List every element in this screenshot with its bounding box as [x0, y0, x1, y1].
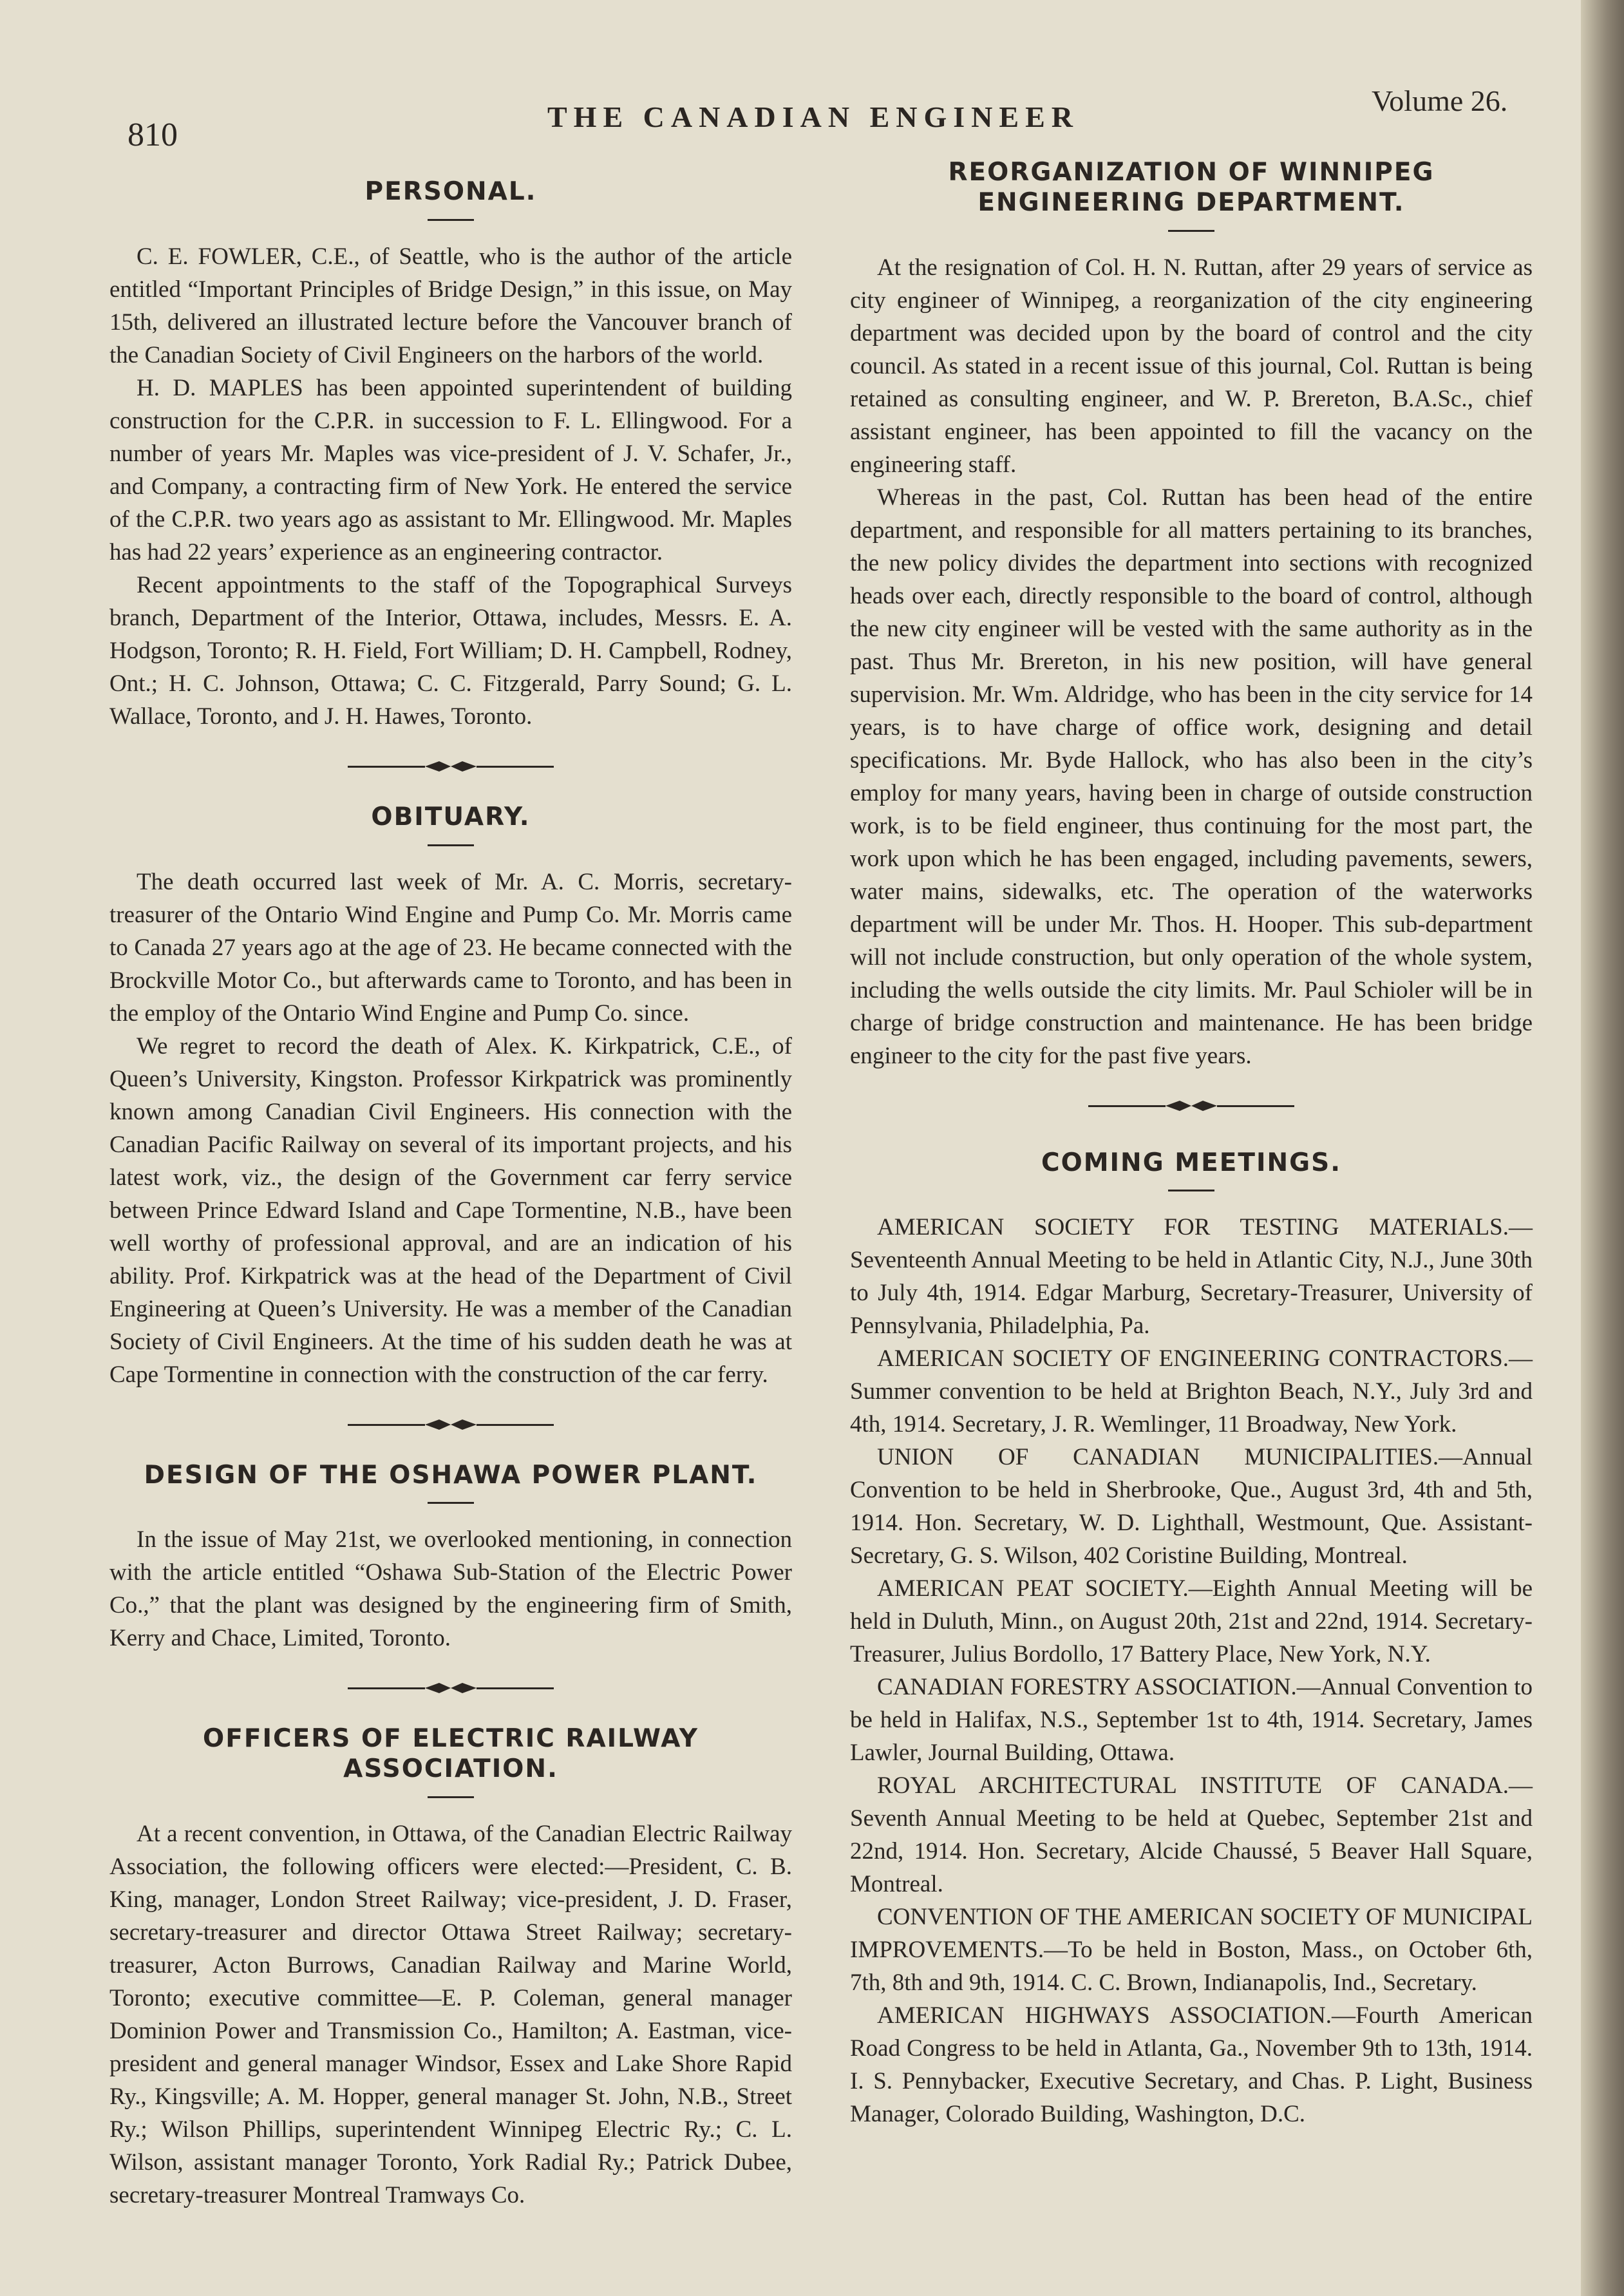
meeting-entry: ROYAL ARCHITECTURAL INSTITUTE OF CANADA.—Seventh Annual Meeting to be held at Quebec, September 21st and 22nd, 1914. Hon. Secretary, Alcide Chaussé, 5 Beaver Hall Square, Montreal. [850, 1772, 1533, 1898]
meeting-entry: AMERICAN SOCIETY FOR TESTING MATERIALS.—Seventeenth Annual Meeting to be held in Atlantic City, N.J., June 30th to July 4th, 1914. Edgar Marburg, Secretary-Treasurer, University of Pennsylvania, Philadelphia, Pa. [850, 1214, 1533, 1340]
section-heading: DESIGN OF THE OSHAWA POWER PLANT. [144, 1460, 758, 1490]
section-heading: REORGANIZATION OF WINNIPEG ENGINEERING DEPARTMENT. [948, 158, 1435, 217]
paragraph: Whereas in the past, Col. Ruttan has been head of the entire department, and responsible for all matters pertaining to its branches, the new policy divides the department into sections with recognized heads over each, directly responsible to the board of control, although the new city engineer will be vested with the same authority as in the past. Thus Mr. Brereton, in his new position, will have general supervision. Mr. Wm. Aldridge, who has been in the city service for 14 years, is to have charge of office work, designing and detail specifications. Mr. Byde Hallock, who has also been in the city’s employ for many years, having been in charge of outside construction work, is to be field engineer, thus continuing for the most part, the work upon which he has been engaged, including pavements, sewers, water mains, sidewalks, etc. The operation of the waterworks department will be under Mr. Thos. H. Hooper. This sub-department will not include construction, but only operation of the whole system, including the wells outside the city limits. Mr. Paul Schioler will be in charge of bridge construction and maintenance. He has been bridge engineer to the city for the past five years. [850, 484, 1533, 1069]
paragraph: In the issue of May 21st, we overlooked mentioning, in connection with the article entitled “Oshawa Sub-Station of the Electric Power Co.,” that the plant was designed by the engineering firm of Smith, Kerry and Chace, Limited, Toronto. [109, 1526, 792, 1652]
page-number: 810 [127, 117, 178, 153]
oshawa-section [109, 1461, 792, 1655]
paragraph: Recent appointments to the staff of the Topographical Surveys branch, Department of the Interior, Ottawa, includes, Messrs. E. A. Hodgson, Toronto; R. H. Field, Fort William; D. H. Campbell, Rodney, Ont.; H. C. Johnson, Ottawa; C. C. Fitzgerald, Parry Sound; G. L. Wallace, Toronto, and J. H. Hawes, Toronto. [109, 571, 792, 730]
officers-section [109, 1724, 792, 2212]
section-ornament [348, 1412, 554, 1437]
meeting-entry: AMERICAN HIGHWAYS ASSOCIATION.—Fourth American Road Congress to be held in Atlanta, Ga., November 9th to 13th, 1914. I. S. Pennybacker, Executive Secretary, and Chas. P. Light, Business Manager, Colorado Building, Washington, D.C. [850, 2002, 1533, 2128]
heading-rule [428, 219, 474, 221]
paragraph: At the resignation of Col. H. N. Ruttan, after 29 years of service as city engineer of Winnipeg, a reorganization of the city engineering department was decided upon by the board of control and the city council. As stated in a recent issue of this journal, Col. Ruttan is being retained as consulting engineer, and W. P. Brereton, B.A.Sc., chief assistant engineer, has been appointed to fill the vacancy on the engineering staff. [850, 254, 1533, 478]
heading-rule [1168, 1190, 1214, 1191]
heading-rule [1168, 230, 1214, 232]
left-column [109, 177, 792, 2212]
heading-rule [428, 1796, 474, 1798]
volume-label: Volume 26. [1372, 84, 1508, 117]
heading-rule [428, 844, 474, 846]
section-heading: COMING MEETINGS. [1041, 1148, 1342, 1177]
running-header [0, 81, 1584, 151]
right-column [850, 158, 1533, 2130]
heading-rule [428, 1502, 474, 1504]
book-spine-edge [1581, 0, 1624, 2296]
section-heading: OBITUARY. [371, 802, 531, 831]
meeting-entry: CANADIAN FORESTRY ASSOCIATION.—Annual Convention to be held in Halifax, N.S., September 1st to 4th, 1914. Secretary, James Lawler, Journal Building, Ottawa. [850, 1674, 1533, 1767]
meeting-entry: AMERICAN SOCIETY OF ENGINEERING CONTRACTORS.—Summer convention to be held at Brighton Beach, N.Y., July 3rd and 4th, 1914. Secretary, J. R. Wemlinger, 11 Broadway, New York. [850, 1345, 1533, 1438]
meeting-entry: UNION OF CANADIAN MUNICIPALITIES.—Annual Convention to be held in Sherbrooke, Que., August 3rd, 4th and 5th, 1914. Hon. Secretary, W. D. Lighthall, Westmount, Que. Assistant-Secretary, G. S. Wilson, 402 Coristine Building, Montreal. [850, 1444, 1533, 1570]
section-ornament [348, 754, 554, 779]
section-heading: PERSONAL. [364, 177, 537, 206]
section-ornament [1088, 1093, 1294, 1119]
journal-title: THE CANADIAN ENGINEER [547, 100, 1079, 133]
section-ornament [348, 1675, 554, 1701]
obituary-section [109, 802, 792, 1391]
winnipeg-section [850, 158, 1533, 1072]
personal-section [109, 177, 792, 733]
paragraph: C. E. FOWLER, C.E., of Seattle, who is the author of the article entitled “Important Principles of Bridge Design,” in this issue, on May 15th, delivered an illustrated lecture before the Vancouver branch of the Canadian Society of Civil Engineers on the harbors of the world. [109, 243, 792, 368]
meeting-entry: CONVENTION OF THE AMERICAN SOCIETY OF MUNICIPAL IMPROVEMENTS.—To be held in Boston, Mass., on October 6th, 7th, 8th and 9th, 1914. C. C. Brown, Indianapolis, Ind., Secretary. [850, 1904, 1533, 1997]
paragraph: We regret to record the death of Alex. K. Kirkpatrick, C.E., of Queen’s University, Kingston. Professor Kirkpatrick was prominently known among Canadian Civil Engineers. His connection with the Canadian Pacific Railway on several of its important projects, and his latest work, viz., the design of the Government car ferry service between Prince Edward Island and Cape Tormentine, N.B., have been well worthy of professional approval, and are an indication of his ability. Prof. Kirkpatrick was at the head of the Department of Civil Engineering at Queen’s University. He was a member of the Canadian Society of Civil Engineers. At the time of his sudden death he was at Cape Tormentine in connection with the construction of the car ferry. [109, 1032, 792, 1388]
section-heading: OFFICERS OF ELECTRIC RAILWAY ASSOCIATION. [203, 1724, 699, 1784]
paragraph: H. D. MAPLES has been appointed superintendent of building construction for the C.P.R. in succession to F. L. Ellingwood. For a number of years Mr. Maples was vice-president of J. V. Schafer, Jr., and Company, a contracting firm of New York. He entered the service of the C.P.R. two years ago as assistant to Mr. Ellingwood. Mr. Maples has had 22 years’ experience as an engineering contractor. [109, 374, 792, 565]
paragraph: At a recent convention, in Ottawa, of the Canadian Electric Railway Association, the following officers were elected:—President, C. B. King, manager, London Street Railway; vice-president, J. D. Fraser, secretary-treasurer and director Ottawa Street Railway; secretary-treasurer, Acton Burrows, Canadian Railway and Marine World, Toronto; executive committee—E. P. Coleman, general manager Dominion Power and Transmission Co., Hamilton; A. Eastman, vice-president and general manager Windsor, Essex and Lake Shore Rapid Ry., Kingsville; A. M. Hopper, general manager St. John, N.B., Street Ry.; Wilson Phillips, superintendent Winnipeg Electric Ry.; C. L. Wilson, assistant manager Toronto, York Radial Ry.; Patrick Dubee, secretary-treasurer Montreal Tramways Co. [109, 1820, 792, 2208]
paragraph: The death occurred last week of Mr. A. C. Morris, secretary-treasurer of the Ontario Wind Engine and Pump Co. Mr. Morris came to Canada 27 years ago at the age of 23. He became connected with the Brockville Motor Co., but afterwards came to Toronto, and has been in the employ of the Ontario Wind Engine and Pump Co. since. [109, 868, 792, 1027]
coming-meetings-section [850, 1148, 1533, 2131]
meeting-entry: AMERICAN PEAT SOCIETY.—Eighth Annual Meeting will be held in Duluth, Minn., on August 20th, 21st and 22nd, 1914. Secretary-Treasurer, Julius Bordollo, 17 Battery Place, New York, N.Y. [850, 1575, 1533, 1668]
